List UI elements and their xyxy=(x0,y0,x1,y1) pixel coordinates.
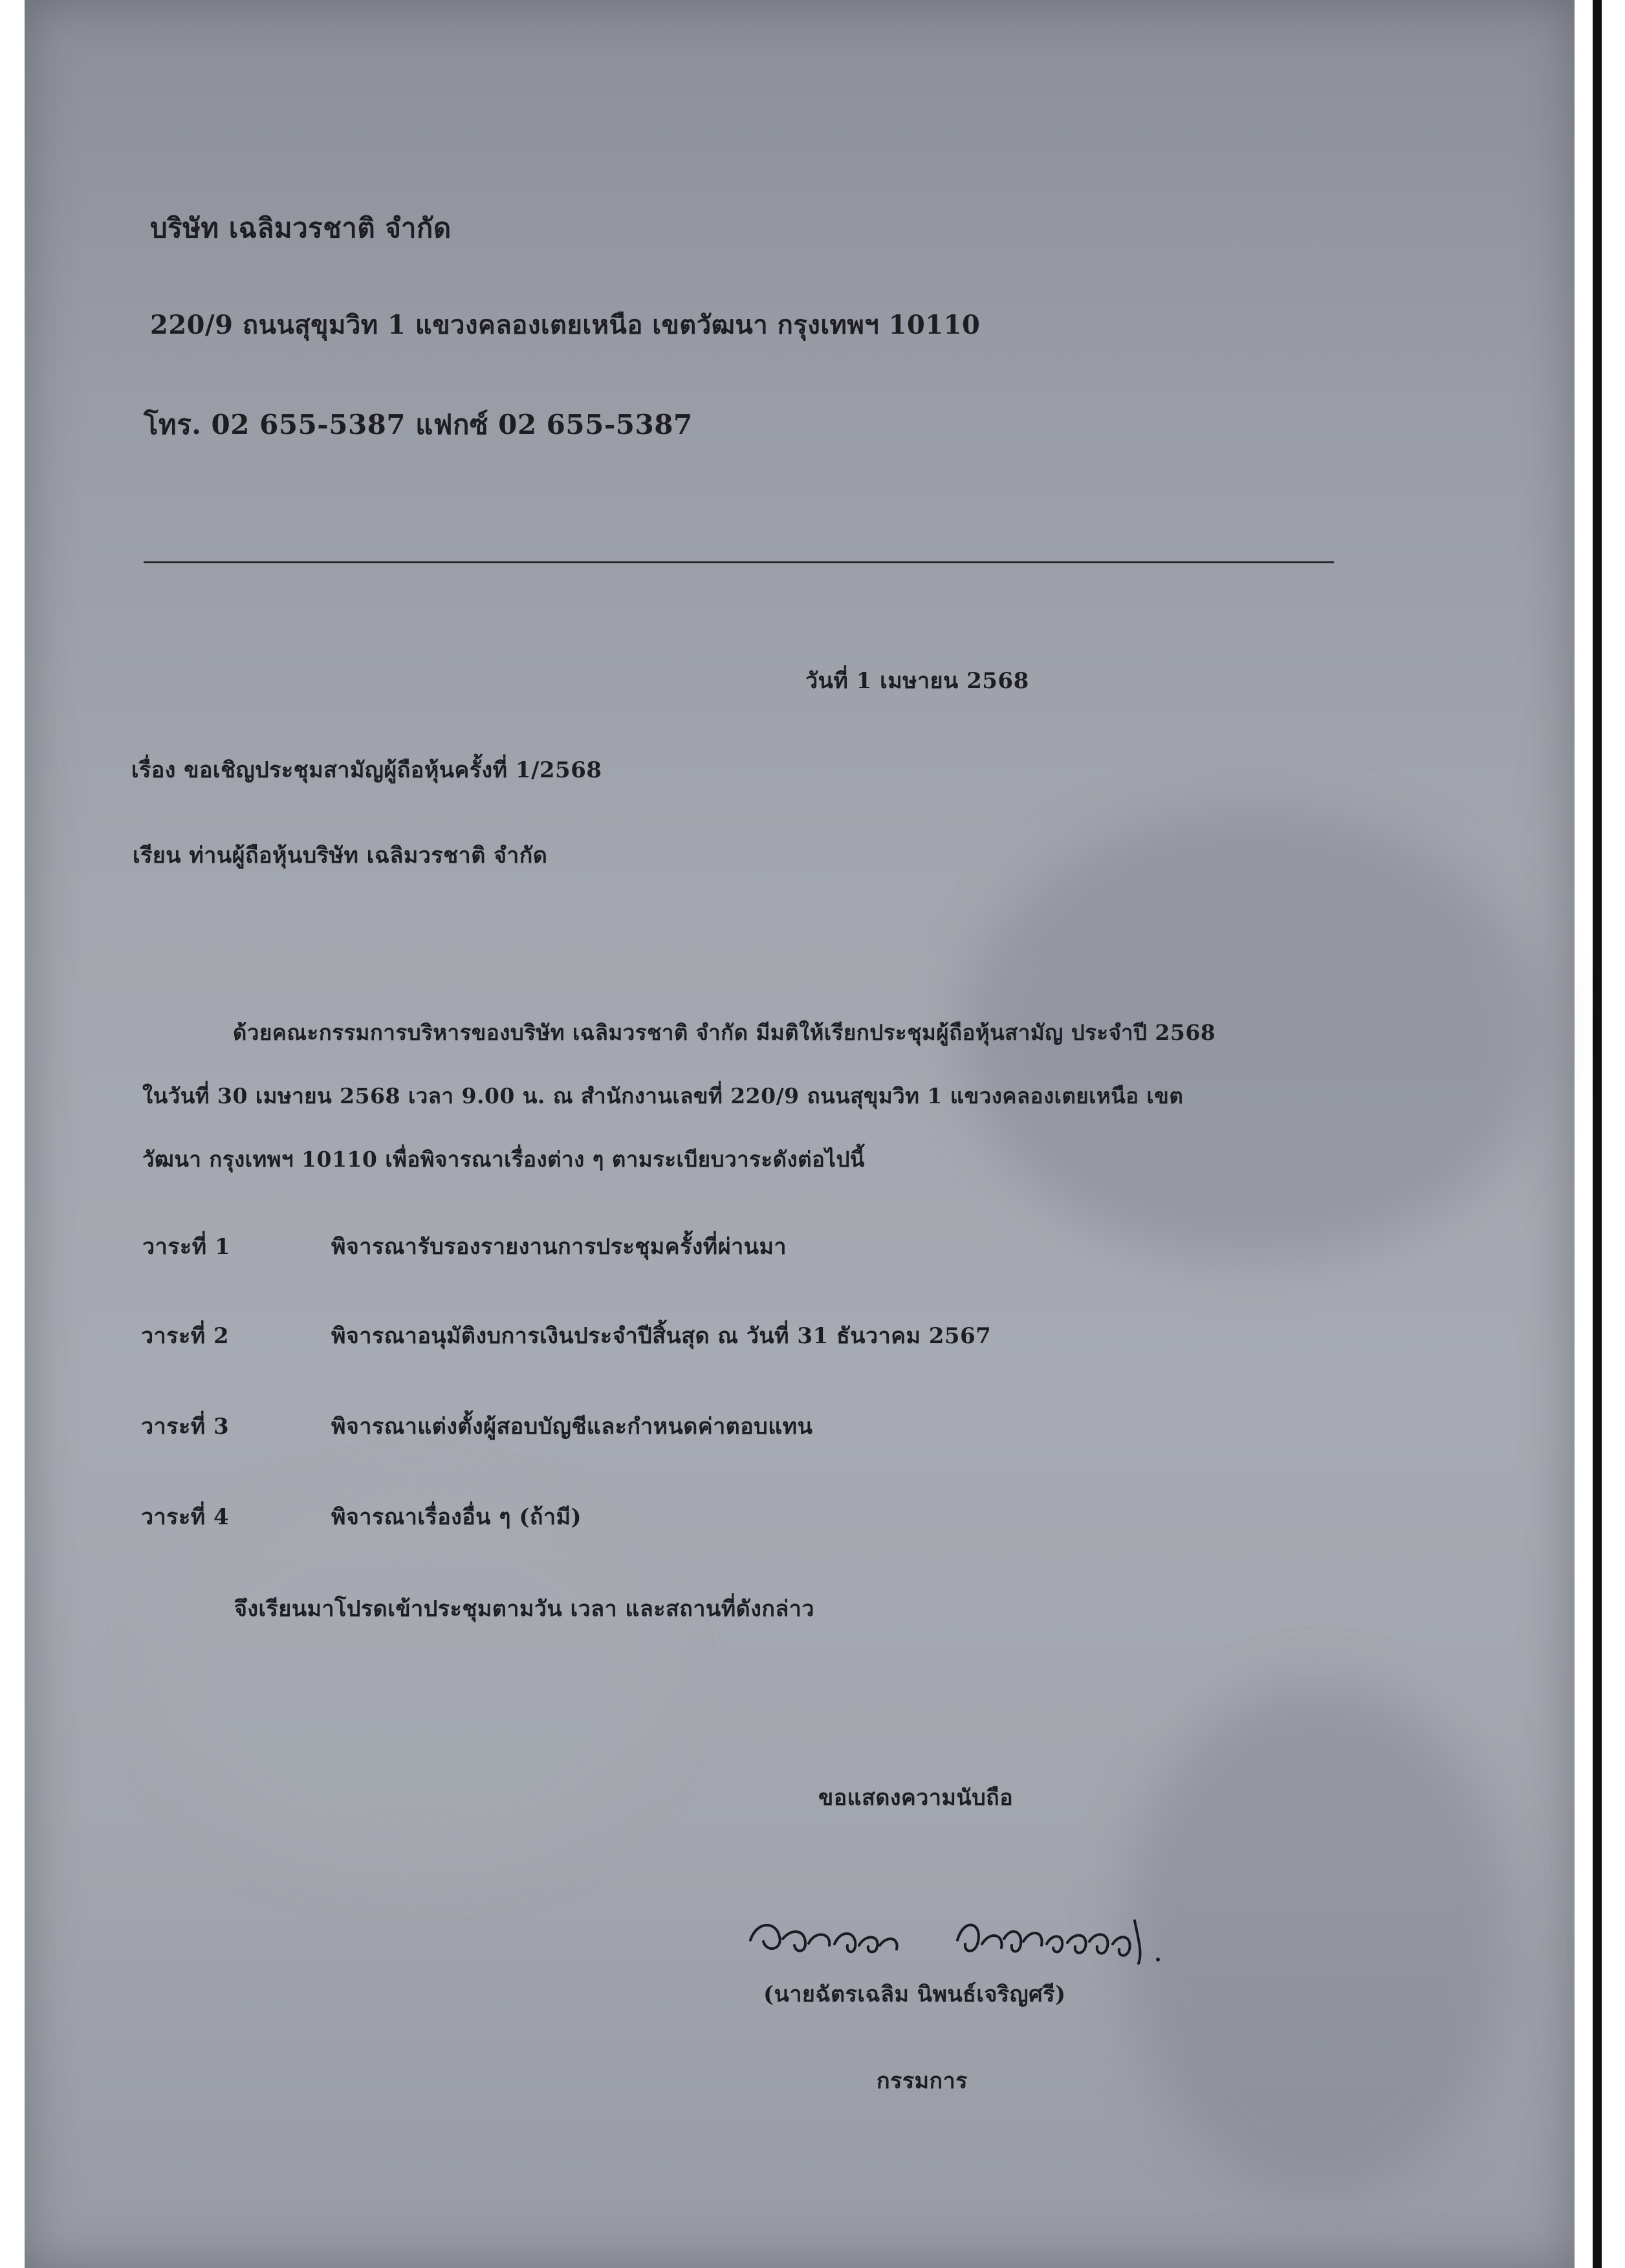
agenda-text: พิจารณาแต่งตั้งผู้สอบบัญชีและกำหนดค่าตอบแทน xyxy=(331,1414,813,1440)
closing-text: จึงเรียนมาโปรดเข้าประชุมตามวัน เวลา และสถานที่ดังกล่าว xyxy=(234,1596,814,1622)
letter-date: วันที่ 1 เมษายน 2568 xyxy=(805,668,1029,694)
header-divider xyxy=(144,561,1334,563)
handwritten-signature xyxy=(744,1882,1249,1985)
agenda-label: วาระที่ 4 xyxy=(141,1504,230,1530)
company-contact: โทร. 02 655-5387 แฟกซ์ 02 655-5387 xyxy=(144,409,693,440)
letter-recipient: เรียน ท่านผู้ถือหุ้นบริษัท เฉลิมวรชาติ จำกัด xyxy=(133,843,548,869)
agenda-label: วาระที่ 2 xyxy=(141,1323,230,1349)
signatory-position: กรรมการ xyxy=(877,2068,968,2094)
agenda-text: พิจารณารับรองรายงานการประชุมครั้งที่ผ่านมา xyxy=(331,1234,787,1260)
body-line: ในวันที่ 30 เมษายน 2568 เวลา 9.00 น. ณ สำนักงานเลขที่ 220/9 ถนนสุขุมวิท 1 แขวงคลองเตยเหนือ เขต xyxy=(142,1083,1184,1108)
agenda-text: พิจารณาอนุมัติงบการเงินประจำปีสิ้นสุด ณ วันที่ 31 ธันวาคม 2567 xyxy=(331,1323,992,1349)
regards: ขอแสดงความนับถือ xyxy=(818,1785,1014,1811)
agenda-label: วาระที่ 3 xyxy=(141,1414,230,1440)
body-line: ด้วยคณะกรรมการบริหารของบริษัท เฉลิมวรชาติ จำกัด มีมติให้เรียกประชุมผู้ถือหุ้นสามัญ ประจำปี 2568 xyxy=(233,1020,1216,1045)
body-line: วัฒนา กรุงเทพฯ 10110 เพื่อพิจารณาเรื่องต่าง ๆ ตามระเบียบวาระดังต่อไปนี้ xyxy=(142,1147,865,1172)
signatory-name: (นายฉัตรเฉลิม นิพนธ์เจริญศรี) xyxy=(763,1982,1066,2007)
scan-shading xyxy=(154,1487,671,1875)
company-name: บริษัท เฉลิมวรชาติ จำกัด xyxy=(150,212,452,244)
agenda-label: วาระที่ 1 xyxy=(142,1234,231,1260)
agenda-text: พิจารณาเรื่องอื่น ๆ (ถ้ามี) xyxy=(331,1504,582,1530)
letter-subject: เรื่อง ขอเชิญประชุมสามัญผู้ถือหุ้นครั้งที่ 1/2568 xyxy=(131,757,602,783)
scan-edge-right xyxy=(1593,0,1602,2268)
company-address: 220/9 ถนนสุขุมวิท 1 แขวงคลองเตยเหนือ เขตวัฒนา กรุงเทพฯ 10110 xyxy=(150,310,981,340)
